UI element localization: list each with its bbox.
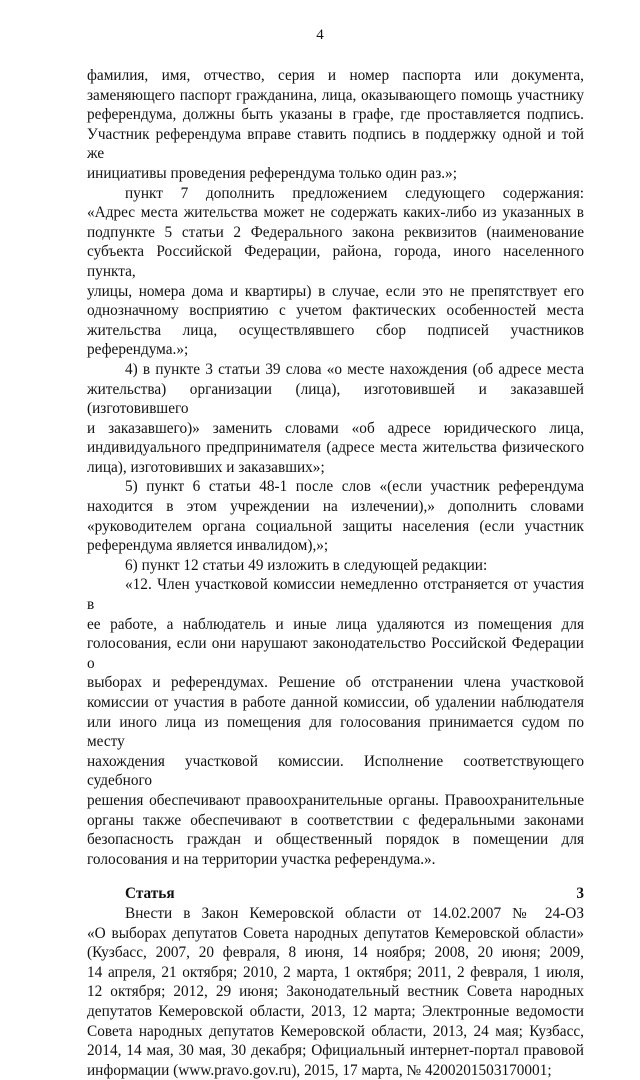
paragraph-line: жительства лица, осуществлявшего сбор подписей участников xyxy=(87,321,584,339)
paragraph-line: заменяющего паспорт гражданина, лица, оказывающего помощь участнику xyxy=(87,86,584,104)
paragraph-line: (Кузбасс, 2007, 20 февраля, 8 июня, 14 ноября; 2008, 20 июня; 2009, xyxy=(87,944,584,962)
paragraph-line: или иного лица из помещения для голосования принимается судом по месту xyxy=(87,713,584,751)
paragraph-line: решения обеспечивают правоохранительные органы. Правоохранительные xyxy=(87,791,584,809)
section-gap xyxy=(87,869,584,884)
paragraph-line: «руководителем органа социальной защиты населения (если участник xyxy=(87,517,584,535)
paragraph-line: и заказавшего)» заменить словами «об адресе юридического лица, xyxy=(87,419,584,437)
paragraph-line: Совета народных депутатов Кемеровской области, 2013, 24 мая; Кузбасс, xyxy=(87,1022,584,1040)
paragraph-line: «Адрес места жительства может не содержать каких-либо из указанных в xyxy=(87,204,584,222)
paragraph-line: референдума является инвалидом),»; xyxy=(87,537,329,555)
paragraph-line: «О выборах депутатов Совета народных депутатов Кемеровской области» xyxy=(87,924,584,942)
paragraph-line: индивидуального предпринимателя (адресе места жительства физического xyxy=(87,439,584,457)
paragraph-line: органы также обеспечивают в соответствии с федеральными законами xyxy=(87,811,584,829)
paragraph-line: 6) пункт 12 статьи 49 изложить в следующей редакции: xyxy=(125,556,488,574)
paragraph-line: референдума.»; xyxy=(87,341,189,359)
document-body xyxy=(87,66,584,1080)
paragraph-line: 14 апреля, 21 октября; 2010, 2 марта, 1 октября; 2011, 2 февраля, 1 июля, xyxy=(87,963,584,981)
paragraph-line: информации (www.pravo.gov.ru), 2015, 17 марта, № 4200201503170001; xyxy=(87,1061,552,1079)
paragraph-line: ее работе, а наблюдатель и иные лица удаляются из помещения для xyxy=(87,615,584,633)
paragraph-line: субъекта Российской Федерации, района, города, иного населенного пункта, xyxy=(87,243,584,280)
paragraph-line: 12 октября; 2012, 29 июня; Законодательный вестник Совета народных xyxy=(87,983,584,1001)
paragraph-line: голосования, если они нарушают законодательство Российской Федерации о xyxy=(87,635,584,672)
paragraph-line: безопасность граждан и общественный порядок в помещении для xyxy=(87,831,584,849)
paragraph-line: депутатов Кемеровской области, 2013, 12 марта; Электронные ведомости xyxy=(87,1002,584,1020)
paragraph-line: референдума, должны быть указаны в графе, где проставляется подпись. xyxy=(87,106,584,124)
paragraph-line: улицы, номера дома и квартиры) в случае, если это не препятствует его xyxy=(87,282,584,300)
paragraph-line: жительства) организации (лица), изготовившей и заказавшей (изготовившего xyxy=(87,380,584,418)
paragraph-line: 5) пункт 6 статьи 48-1 после слов «(если участник референдума xyxy=(125,478,584,496)
paragraph-line: лица), изготовивших и заказавших»; xyxy=(87,458,325,476)
paragraph-line: находится в этом учреждении на излечении),» дополнить словами xyxy=(87,498,584,516)
paragraph-line: фамилия, имя, отчество, серия и номер паспорта или документа, xyxy=(87,67,584,84)
paragraph-line: голосования и на территории участка референдума.». xyxy=(87,850,436,868)
paragraph-line: 4) в пункте 3 статьи 39 слова «о месте нахождения (об адресе места xyxy=(125,360,584,378)
paragraph-line: Участник референдума вправе ставить подпись в поддержку одной и той же xyxy=(87,125,584,163)
paragraph-line: Внести в Закон Кемеровской области от 14.02.2007 № 24-ОЗ xyxy=(125,904,584,922)
paragraph-line: инициативы проведения референдума только один раз.»; xyxy=(87,164,457,182)
paragraph-line: подпункте 5 статьи 2 Федерального закона реквизитов (наименование xyxy=(87,223,584,241)
paragraph-line: нахождения участковой комиссии. Исполнение соответствующего судебного xyxy=(87,752,584,790)
article-heading: Статья 3 xyxy=(125,885,584,903)
paragraph-line: пункт 7 дополнить предложением следующего содержания: xyxy=(125,184,584,202)
paragraph-line: «12. Член участковой комиссии немедленно отстраняется от участия в xyxy=(87,576,584,614)
paragraph-line: однозначному восприятию с учетом фактических особенностей места xyxy=(87,302,584,320)
paragraph-line: выборах и референдумах. Решение об отстранении члена участковой xyxy=(87,674,584,692)
paragraph-line: 2014, 14 мая, 30 мая, 30 декабря; Официальный интернет-портал правовой xyxy=(87,1042,584,1060)
page-number: 4 xyxy=(316,27,324,43)
paragraph-line: комиссии от участия в работе данной комиссии, об удалении наблюдателя xyxy=(87,694,584,711)
